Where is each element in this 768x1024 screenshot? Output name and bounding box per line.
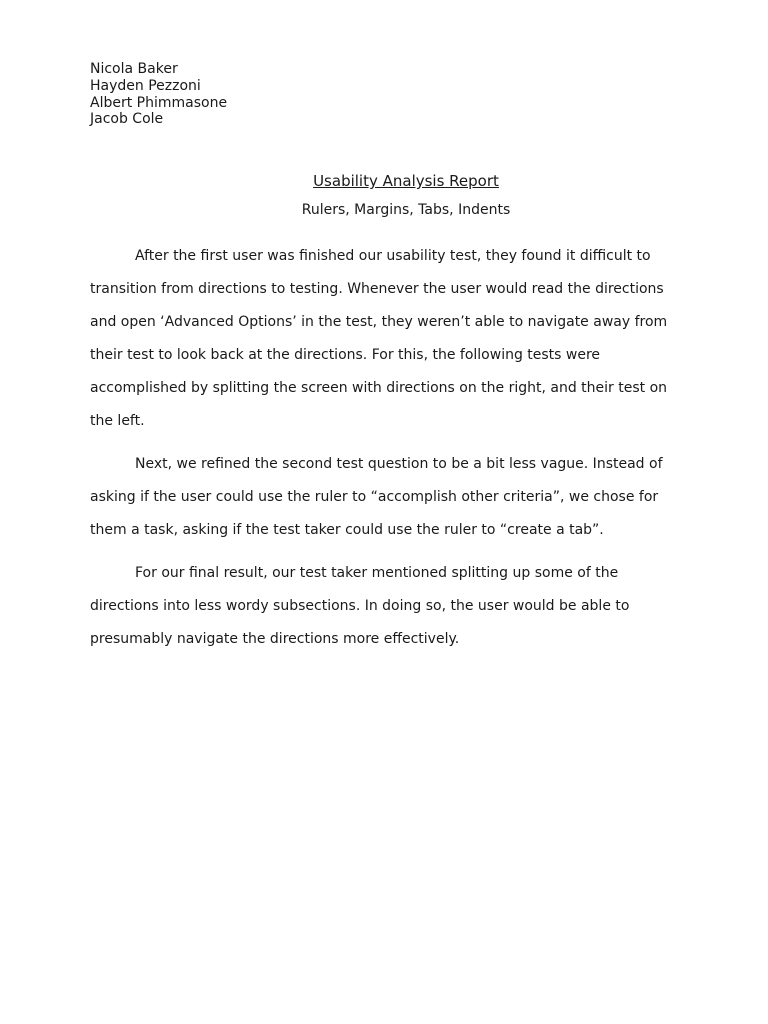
report-title: Usability Analysis Report [313,172,499,190]
author-name: Nicola Baker [90,61,178,77]
author-name: Jacob Cole [90,111,164,128]
report-subtitle: Rulers, Margins, Tabs, Indents [301,202,511,218]
body-paragraph: For our final result, our test taker mentioned splitting up some of the directions into less wordy subsections. In doing so, the user would be able to presumably navigate the directions more effectively. [90,565,630,647]
author-name: Hayden Pezzoni [90,77,201,94]
report-body [90,240,680,666]
author-name: Albert Phimmasone [90,94,228,111]
body-paragraph: Next, we refined the second test question to be a bit less vague. Instead of asking if the user could use the ruler to “accomplish other criteria”, we chose for them a task, asking if the test taker could use the ruler to “create a tab”. [90,456,663,538]
author-list [90,61,227,128]
body-paragraph: After the first user was finished our usability test, they found it difficult to transition from directions to testing. Whenever the user would read the directions and open ‘Advanced Options’ in the test, they weren’t able to navigate away from their test to look back at the directions. For this, the following tests were accomplished by splitting the screen with directions on the right, and their test on the left. [90,248,668,429]
